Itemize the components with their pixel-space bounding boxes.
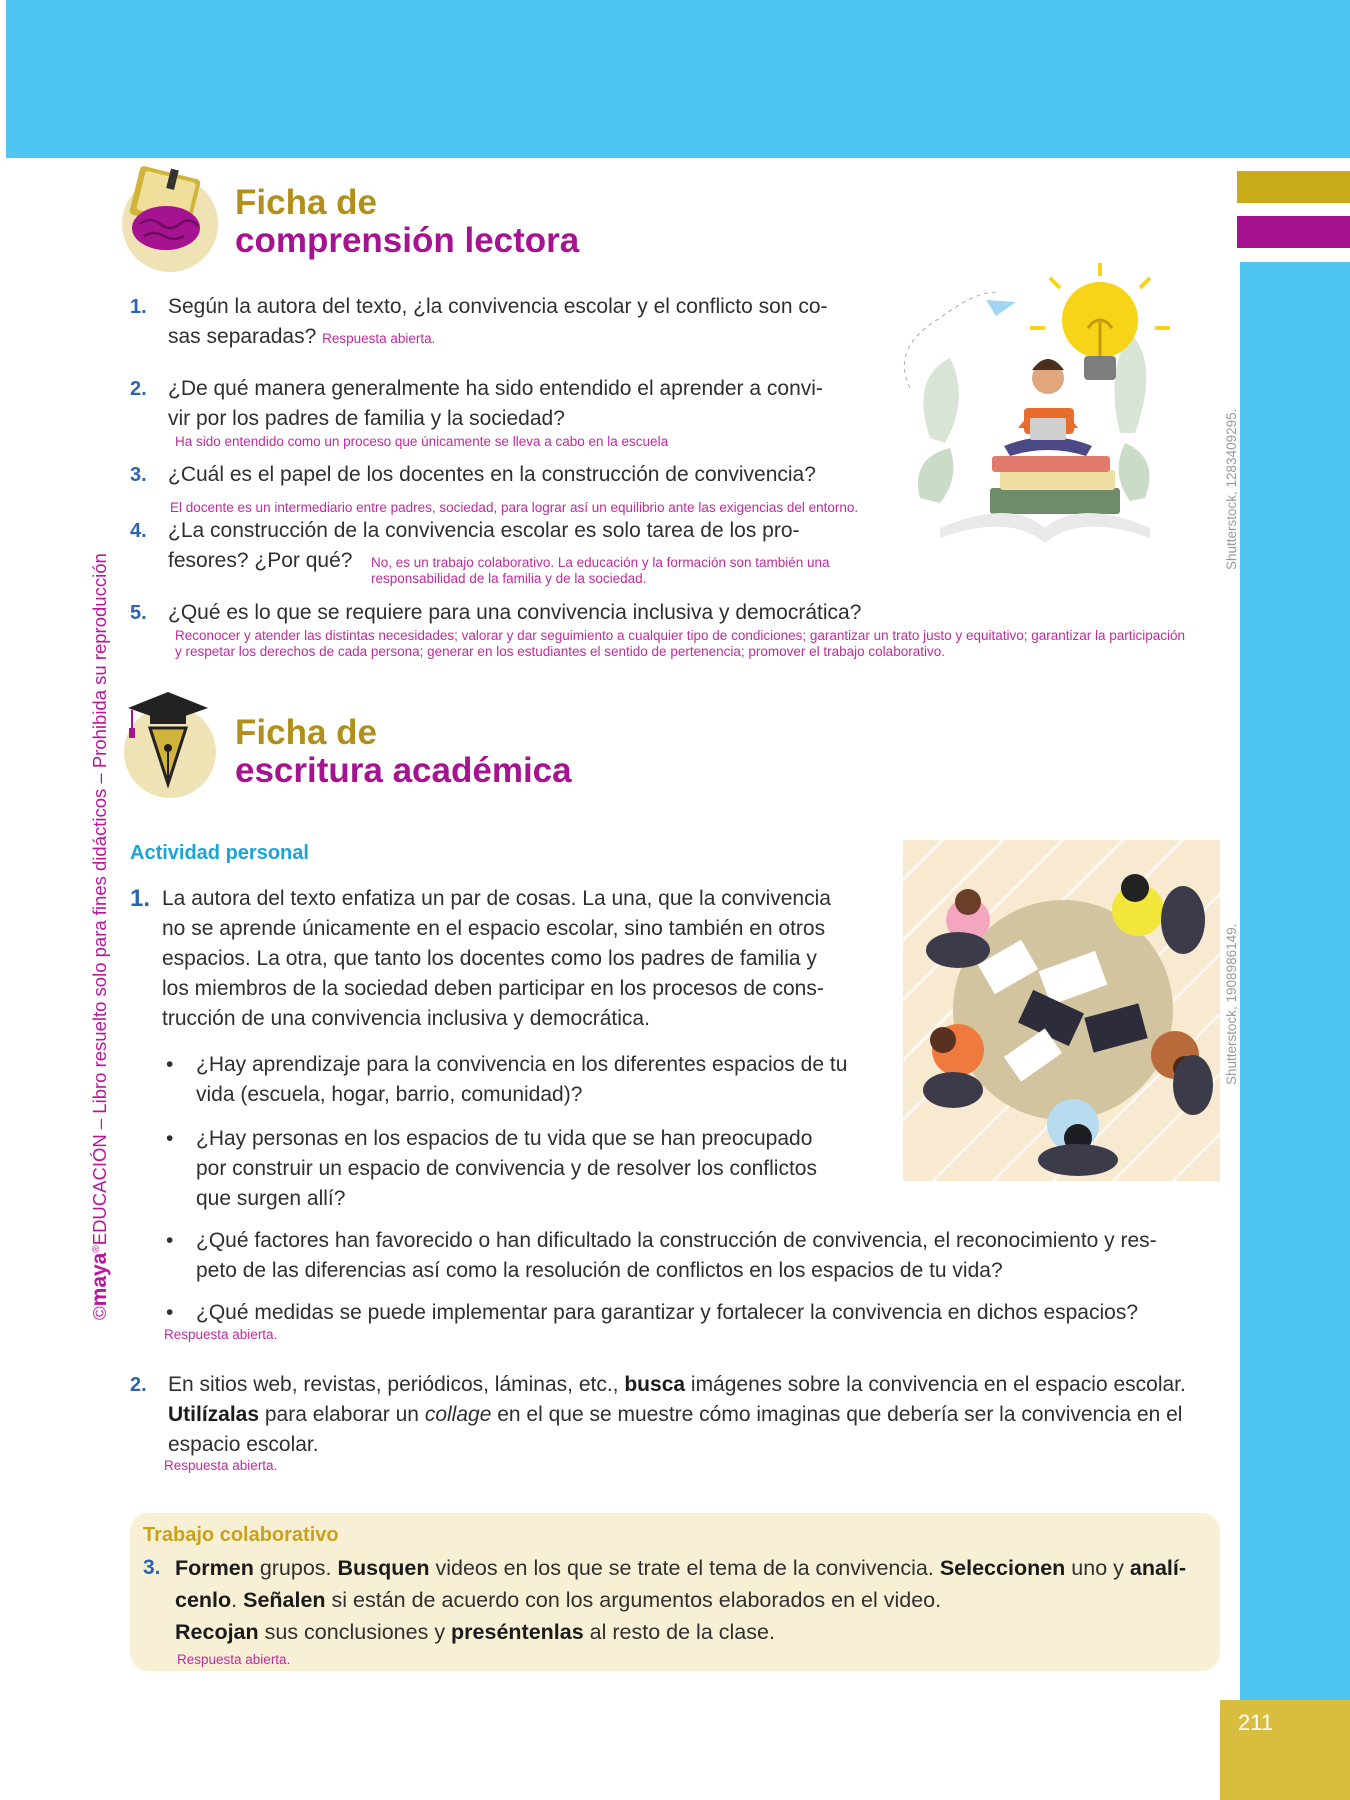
action-verb: Busquen [337,1556,430,1580]
bullet-text: ¿Qué medidas se puede implementar para garantizar y fortalecer la convivencia en dichos espacios? [196,1301,1139,1324]
header-band [6,0,1350,158]
page-number: 211 [1238,1710,1274,1735]
question-text [168,292,828,354]
collaborative-title: Trabajo colaborativo [143,1524,339,1546]
question-number: 1. [130,296,147,318]
bullet-line: por construir un espacio de convivencia y de resolver los conflictos [196,1157,817,1180]
question-number: 4. [130,520,147,542]
action-verb: Recojan [175,1620,259,1644]
answer-q3: Respuesta abierta. [177,1652,291,1667]
question-number: 5. [130,602,147,624]
question-number: 3. [143,1556,161,1579]
question-text [175,1552,1186,1648]
answer-text: Respuesta abierta. [322,331,436,346]
action-verb: Seleccionen [939,1556,1066,1580]
action-verb: Formen [175,1556,254,1580]
text-segment: espacio escolar. [168,1433,319,1456]
registered-mark: ® [90,1245,102,1253]
copyright-notice: EDUCACIÓN – Libro resuelto solo para fines didácticos – Prohibida su reproducción [89,553,110,1246]
left-margin-rule [0,0,6,1800]
answer-line: y respetar los derechos de cada persona; generar en los estudiantes el sentido de pertenencia; promover el trabajo colaborativo. [175,644,945,659]
copyright-vertical-text [88,553,112,1320]
italic-term: collage [424,1403,492,1426]
bullet-dot: • [166,1053,174,1076]
title-line-2: escritura académica [235,751,572,790]
text-segment: uno y [1065,1556,1130,1580]
question-line: ¿De qué manera generalmente ha sido entendido el aprender a convi- [168,377,823,400]
bullet-dot: • [166,1229,174,1252]
answer-line: Reconocer y atender las distintas necesidades; valorar y dar seguimiento a cualquier tipo de condiciones; garantizar un trato justo y equitativo; garantizar la participación [175,628,1186,643]
action-verb: Señalen [243,1588,326,1612]
answer-line: No, es un trabajo colaborativo. La educación y la formación son también una [371,555,830,570]
text-segment: para elaborar un [259,1403,425,1426]
question-line: ¿La construcción de la convivencia escolar es solo tarea de los pro- [168,519,800,542]
question-text [168,1370,1186,1460]
action-verb: busca [624,1373,686,1396]
bullet-line: vida (escuela, hogar, barrio, comunidad)? [196,1083,583,1106]
brand-name: maya [88,1252,111,1307]
paragraph-line: no se aprende únicamente en el espacio escolar, sino también en otros [162,917,826,940]
paragraph-line: espacios. La otra, que tanto los docentes como los padres de familia y [162,947,817,970]
question-number: 2. [130,378,147,400]
answer-5 [175,628,1225,660]
title-line-1: Ficha de [235,713,377,752]
gold-tab-stripe [1237,171,1350,203]
question-number: 3. [130,464,147,486]
question-text: ¿Qué es lo que se requiere para una convivencia inclusiva y democrática? [168,601,862,624]
blue-side-stripe [1240,262,1350,1702]
section-title [235,714,572,790]
graduation-pen-icon [120,688,220,800]
image-credit-2: Shutterstock, 1908986149. [1224,923,1239,1085]
text-segment: en el que se muestre cómo imaginas que debería ser la convivencia en el [491,1403,1183,1426]
answer-4 [371,555,830,587]
question-text: ¿Cuál es el papel de los docentes en la construcción de convivencia? [168,463,816,486]
answer-q1: Respuesta abierta. [164,1327,278,1342]
paragraph-line: La autora del texto enfatiza un par de cosas. La una, que la convivencia [162,887,831,910]
answer-3: El docente es un intermediario entre padres, sociedad, para lograr así un equilibrio ante las exigencias del entorno. [170,500,859,515]
question-line: Según la autora del texto, ¿la convivencia escolar y el conflicto son co- [168,295,828,318]
bullet-line: ¿Hay aprendizaje para la convivencia en los diferentes espacios de tu [196,1053,848,1076]
action-verb: Utilízalas [168,1403,260,1426]
title-line-1: Ficha de [235,183,377,222]
text-segment: . [231,1588,244,1612]
magenta-tab-stripe [1237,216,1350,248]
paragraph-line: trucción de una convivencia inclusiva y democrática. [162,1007,650,1030]
text-segment: si están de acuerdo con los argumentos elaborados en el video. [325,1588,942,1612]
bullet-text [196,1050,847,1110]
question-line: vir por los padres de familia y la sociedad? [168,407,565,430]
action-verb: preséntenlas [451,1620,584,1644]
question-text [168,374,823,434]
image-credit-1: Shutterstock, 1283409295. [1224,408,1239,570]
bullet-line: ¿Hay personas en los espacios de tu vida que se han preocupado [196,1127,813,1150]
text-segment: imágenes sobre la convivencia en el espacio escolar. [685,1373,1186,1396]
bullet-dot: • [166,1301,174,1324]
text-segment: sus conclusiones y [258,1620,452,1644]
section-title [235,184,579,260]
action-verb: analí- [1129,1556,1187,1580]
answer-q2: Respuesta abierta. [164,1458,278,1473]
question-paragraph [162,884,831,1034]
answer-line: responsabilidad de la familia y de la sociedad. [371,571,647,586]
question-line: fesores? ¿Por qué? [168,549,353,572]
action-verb: cenlo [175,1588,232,1612]
bullet-line: que surgen allí? [196,1187,346,1210]
title-line-2: comprensión lectora [235,221,580,260]
text-segment: En sitios web, revistas, periódicos, láminas, etc., [168,1373,625,1396]
question-number: 1. [130,885,151,912]
bullet-dot: • [166,1127,174,1150]
bullet-text [196,1124,817,1214]
group-table-illustration [903,840,1220,1181]
text-segment: al resto de la clase. [583,1620,775,1644]
text-segment: videos en los que se trate el tema de la convivencia. [429,1556,940,1580]
text-segment: grupos. [253,1556,338,1580]
bullet-line: peto de las diferencias así como la resolución de conflictos en los espacios de tu vida? [196,1259,1003,1282]
question-line: sas separadas? [168,325,317,348]
paragraph-line: los miembros de la sociedad deben participar en los procesos de cons- [162,977,824,1000]
book-brain-icon [120,162,220,272]
student-laptop-illustration [900,258,1170,568]
answer-2: Ha sido entendido como un proceso que únicamente se lleva a cabo en la escuela [175,434,669,449]
bullet-line: ¿Qué factores han favorecido o han dificultado la construcción de convivencia, el reconocimiento y res- [196,1229,1157,1252]
activity-subheading: Actividad personal [130,842,309,864]
copyright-symbol: © [89,1306,110,1320]
question-number: 2. [130,1374,147,1396]
bullet-text [196,1226,1157,1286]
